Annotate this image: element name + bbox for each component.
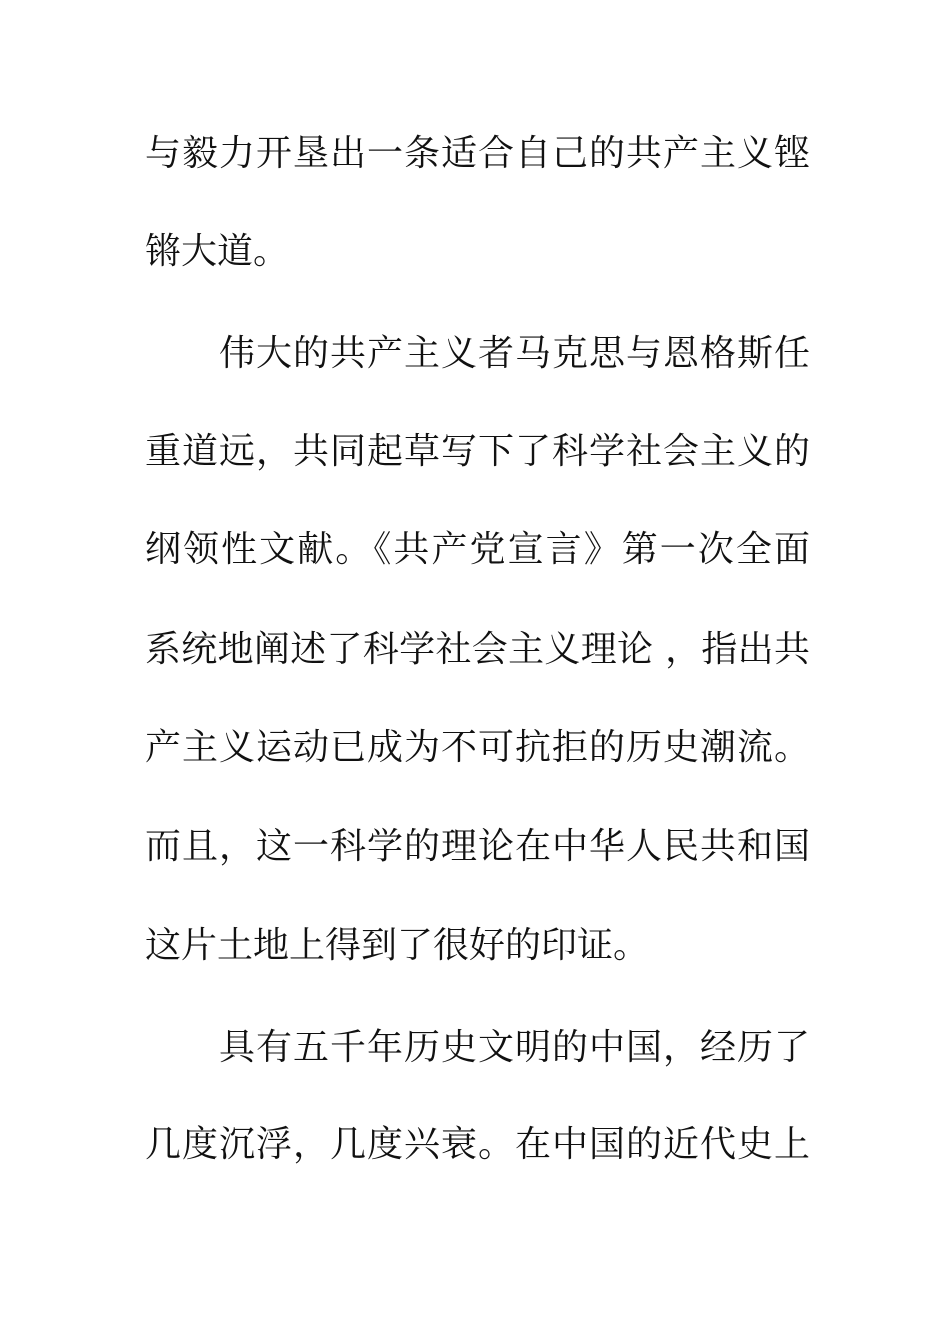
text-line: 系统地阐述了科学社会主义理论 ，指出共	[145, 629, 810, 670]
text-line: 锵大道。	[145, 231, 290, 272]
text-line: 与毅力开垦出一条适合自己的共产主义铿	[145, 133, 810, 174]
text-line: 这片土地上得到了很好的印证。	[145, 925, 650, 966]
text-line: 而且，这一科学的理论在中华人民共和国	[145, 826, 810, 867]
text-line: 产主义运动已成为不可抗拒的历史潮流。	[145, 727, 810, 768]
text-line: 几度沉浮，几度兴衰。在中国的近代史上	[145, 1124, 810, 1165]
paragraph-first-line: 伟大的共产主义者马克思与恩格斯任	[219, 333, 810, 374]
paragraph-first-line: 具有五千年历史文明的中国，经历了	[219, 1027, 810, 1068]
text-line: 纲领性文献。《共产党宣言》第一次全面	[145, 529, 810, 570]
text-line: 重道远，共同起草写下了科学社会主义的	[145, 431, 810, 472]
